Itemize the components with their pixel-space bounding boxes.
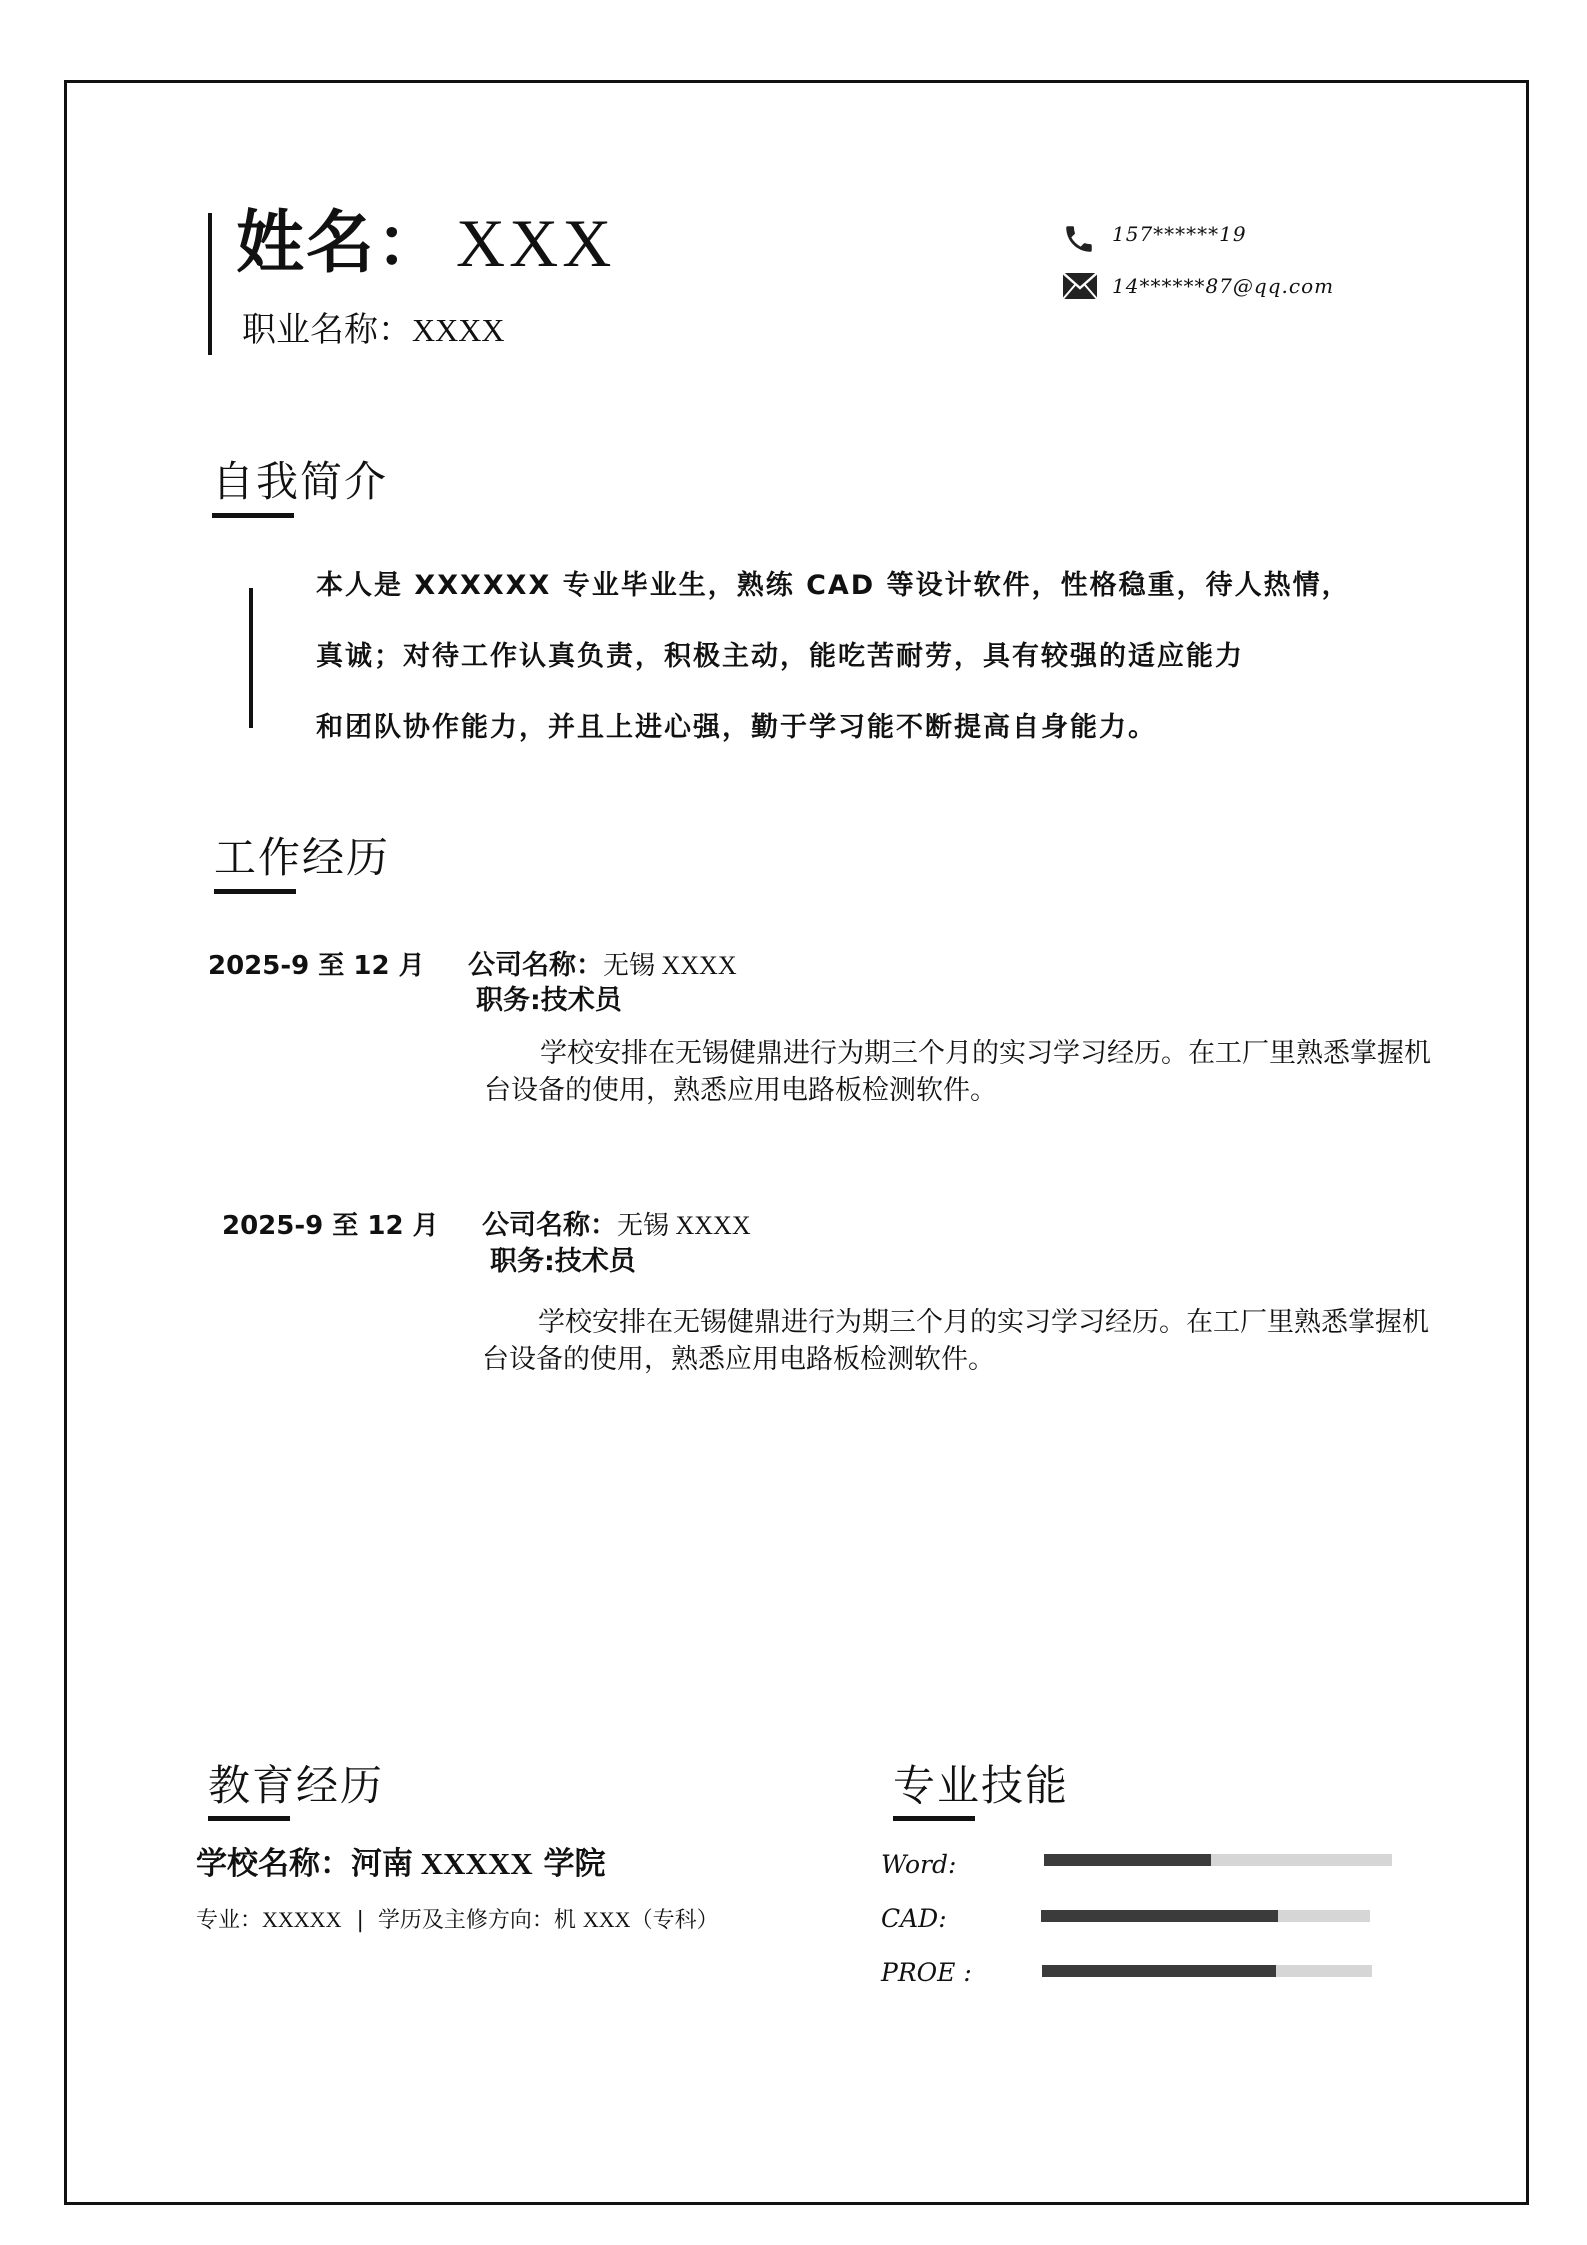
work-2-description: 学校安排在无锡健鼎进行为期三个月的实习学习经历。在工厂里熟悉掌握机台设备的使用，熟悉应用电路板检测软件。: [482, 1307, 1429, 1375]
skill-bar-fill-word: [1044, 1854, 1211, 1866]
skill-bar-fill-proe: [1042, 1965, 1276, 1977]
job-value: XXXX: [412, 312, 505, 348]
work-1-company-value: 无锡 XXXX: [603, 951, 737, 980]
name-label: 姓名：: [236, 204, 447, 283]
school-value: 河南 XXXXX: [351, 1846, 533, 1881]
work-2-role: 职务:技术员: [490, 1246, 636, 1277]
work-1-company-label: 公司名称：: [468, 950, 603, 981]
degree-suffix: （专科）: [630, 1908, 719, 1933]
major-line: [196, 1904, 719, 1937]
intro-accent-bar: [249, 588, 253, 728]
name-value: XXX: [456, 205, 616, 281]
name-heading: [236, 203, 615, 284]
separator: |: [356, 1908, 364, 1933]
job-title: [242, 307, 504, 353]
work-title: 工作经历: [214, 833, 391, 882]
skills-title-underline: [893, 1816, 975, 1821]
skill-bar-cad: [1041, 1910, 1370, 1922]
intro-title: 自我简介: [212, 457, 389, 506]
name-accent-bar: [208, 213, 212, 355]
work-1-company: [468, 948, 737, 984]
intro-line-1: 本人是 XXXXXX 专业毕业生，熟练 CAD 等设计软件，性格稳重，待人热情，: [316, 570, 1351, 601]
degree-label: 学历及主修方向：机: [377, 1908, 576, 1933]
work-2-company: [482, 1208, 751, 1244]
email-address: 14******87@qq.com: [1112, 274, 1335, 298]
phone-number: 157******19: [1112, 222, 1247, 246]
major-label: 专业：: [196, 1908, 263, 1933]
skills-title: 专业技能: [893, 1761, 1070, 1810]
work-1-date: 2025-9 至 12 月: [208, 951, 425, 981]
work-title-underline: [214, 889, 296, 894]
skill-bar-word: [1044, 1854, 1392, 1866]
work-2-date: 2025-9 至 12 月: [222, 1211, 439, 1241]
skill-bar-fill-cad: [1041, 1910, 1278, 1922]
phone-icon: [1062, 222, 1096, 256]
skill-bar-proe: [1042, 1965, 1372, 1977]
intro-line-3: 和团队协作能力，并且上进心强，勤于学习能不断提高自身能力。: [316, 712, 1157, 743]
skill-label-word: Word:: [881, 1850, 957, 1879]
school-name: [196, 1842, 605, 1886]
major-value: XXXXX: [262, 1907, 342, 1932]
degree-value: XXX: [582, 1907, 631, 1932]
skill-label-cad: CAD:: [881, 1904, 947, 1933]
work-2-company-label: 公司名称：: [482, 1210, 617, 1241]
page-border: [64, 80, 1529, 2205]
work-1-role: 职务:技术员: [476, 985, 622, 1016]
school-suffix: 学院: [543, 1846, 606, 1882]
skill-label-proe: PROE :: [881, 1958, 972, 1987]
education-title: 教育经历: [208, 1761, 385, 1810]
school-label: 学校名称：: [196, 1846, 351, 1882]
intro-line-2: 真诚；对待工作认真负责，积极主动，能吃苦耐劳，具有较强的适应能力: [316, 641, 1244, 672]
email-icon: [1062, 272, 1098, 300]
intro-title-underline: [212, 513, 294, 518]
job-label: 职业名称：: [242, 310, 412, 350]
education-title-underline: [208, 1816, 290, 1821]
work-1-description: 学校安排在无锡健鼎进行为期三个月的实习学习经历。在工厂里熟悉掌握机台设备的使用，熟悉应用电路板检测软件。: [484, 1038, 1431, 1106]
work-2-company-value: 无锡 XXXX: [617, 1211, 751, 1240]
